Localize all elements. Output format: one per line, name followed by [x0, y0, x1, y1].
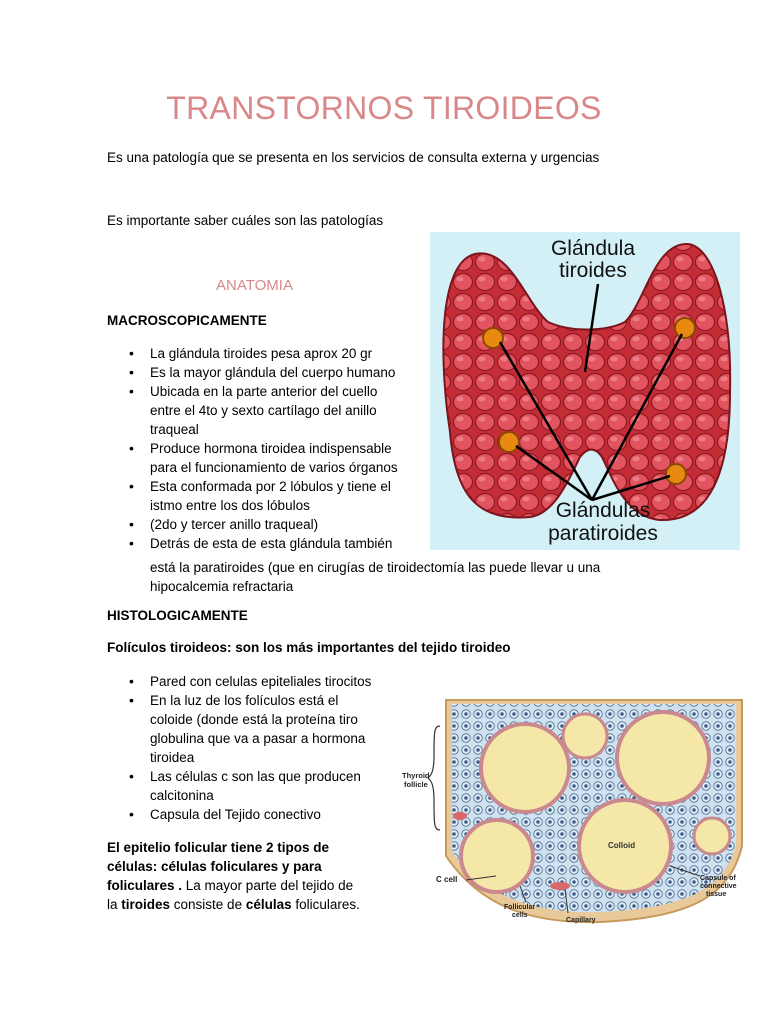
thyroid-gland-illustration	[430, 232, 740, 550]
page-title: TRANSTORNOS TIROIDEOS	[166, 90, 602, 126]
list-item-continuation: calcitonina	[150, 788, 214, 803]
epitelio-line-2: células: células foliculares y para	[107, 859, 322, 874]
label-capsule-2: connective	[700, 883, 737, 890]
parathyroid-gland	[499, 432, 519, 452]
epitelio-line-3-bold: foliculares .	[107, 878, 183, 893]
list-item: • Las células c son las que producen	[107, 767, 397, 786]
epitelio-line-4-e: foliculares.	[291, 897, 360, 912]
epitelio-line-4-c: consiste de	[170, 897, 246, 912]
capillary	[550, 882, 570, 890]
parathyroid-gland	[483, 328, 503, 348]
list-item: • Ubicada en la parte anterior del cuello	[107, 382, 437, 401]
label-follicle: follicle	[404, 780, 428, 789]
histo-heading: HISTOLOGICAMENTE	[107, 608, 248, 623]
intro-text-1: Es una patología que se presenta en los servicios de consulta externa y urgencias	[107, 150, 600, 165]
parathyroid-gland	[675, 318, 695, 338]
thyroid-follicle	[481, 724, 569, 812]
label-c-cell: C cell	[436, 875, 458, 884]
macro-list	[107, 344, 437, 553]
epitelio-line-3-rest: La mayor parte del tejido de	[182, 878, 354, 893]
thyroid-follicle	[617, 712, 709, 804]
epitelio-line-4-a: la	[107, 897, 122, 912]
label-thyroid: Thyroid	[402, 771, 430, 780]
list-item: • Produce hormona tiroidea indispensable	[107, 439, 437, 458]
list-item: • La glándula tiroides pesa aprox 20 gr	[107, 344, 437, 363]
list-item: • Es la mayor glándula del cuerpo humano	[107, 363, 437, 382]
label-paratiroides: paratiroides	[548, 522, 658, 545]
label-colloid: Colloid	[608, 841, 636, 850]
list-item: • Pared con celulas epiteliales tirocitos	[107, 672, 397, 691]
label-capillary: Capillary	[566, 917, 596, 924]
label-follicular: Follicular	[504, 904, 536, 911]
label-tiroides: tiroides	[559, 259, 627, 282]
bracket	[428, 726, 440, 830]
label-capsule-3: tissue	[706, 891, 727, 898]
histology-illustration	[400, 696, 750, 930]
list-item-continuation: globulina que va a pasar a hormona	[150, 731, 366, 746]
macro-continuation-1: está la paratiroides (que en cirugías de tiroidectomía las puede llevar u una	[150, 560, 601, 575]
list-item-continuation: tiroidea	[150, 750, 195, 765]
list-item-continuation: para el funcionamiento de varios órganos	[150, 460, 398, 475]
list-item-continuation: entre el 4to y sexto cartílago del anillo	[150, 403, 377, 418]
list-item: • (2do y tercer anillo traqueal)	[107, 515, 437, 534]
label-glandulas: Glándulas	[555, 499, 651, 522]
foliculos-heading: Folículos tiroideos: son los más importantes del tejido tiroideo	[107, 640, 511, 655]
epitelio-line-1: El epitelio folicular tiene 2 tipos de	[107, 840, 330, 855]
histology-figure	[400, 696, 750, 930]
intro-text-2: Es importante saber cuáles son las patologías	[107, 213, 384, 228]
capillary	[453, 812, 467, 820]
thyroid-gland-figure	[430, 232, 740, 550]
label-glandula: Glándula	[550, 237, 636, 260]
epitelio-line-4-b: tiroides	[121, 897, 171, 912]
label-cells: cells	[512, 912, 528, 919]
list-item-continuation: coloide (donde está la proteína tiro	[150, 712, 358, 727]
histo-list	[107, 672, 397, 824]
label-capsule-1: Capsule of	[700, 875, 736, 882]
list-item: • En la luz de los folículos está el	[107, 691, 397, 710]
list-item-continuation: traqueal	[150, 422, 199, 437]
epitelio-line-4-d: células	[245, 897, 292, 912]
list-item: • Detrás de esta de esta glándula también	[107, 534, 437, 553]
macro-heading: MACROSCOPICAMENTE	[107, 313, 267, 328]
thyroid-follicle	[563, 714, 607, 758]
parathyroid-gland	[666, 464, 686, 484]
list-item: • Capsula del Tejido conectivo	[107, 805, 397, 824]
list-item-continuation: istmo entre los dos lóbulos	[150, 498, 310, 513]
anatomia-heading: ANATOMIA	[216, 277, 293, 294]
thyroid-follicle	[694, 818, 730, 854]
thyroid-follicle	[461, 820, 533, 892]
epitelio-paragraph	[107, 838, 407, 914]
list-item: • Esta conformada por 2 lóbulos y tiene el	[107, 477, 437, 496]
macro-continuation-2: hipocalcemia refractaria	[150, 579, 294, 594]
thyroid-lobes	[443, 244, 730, 520]
